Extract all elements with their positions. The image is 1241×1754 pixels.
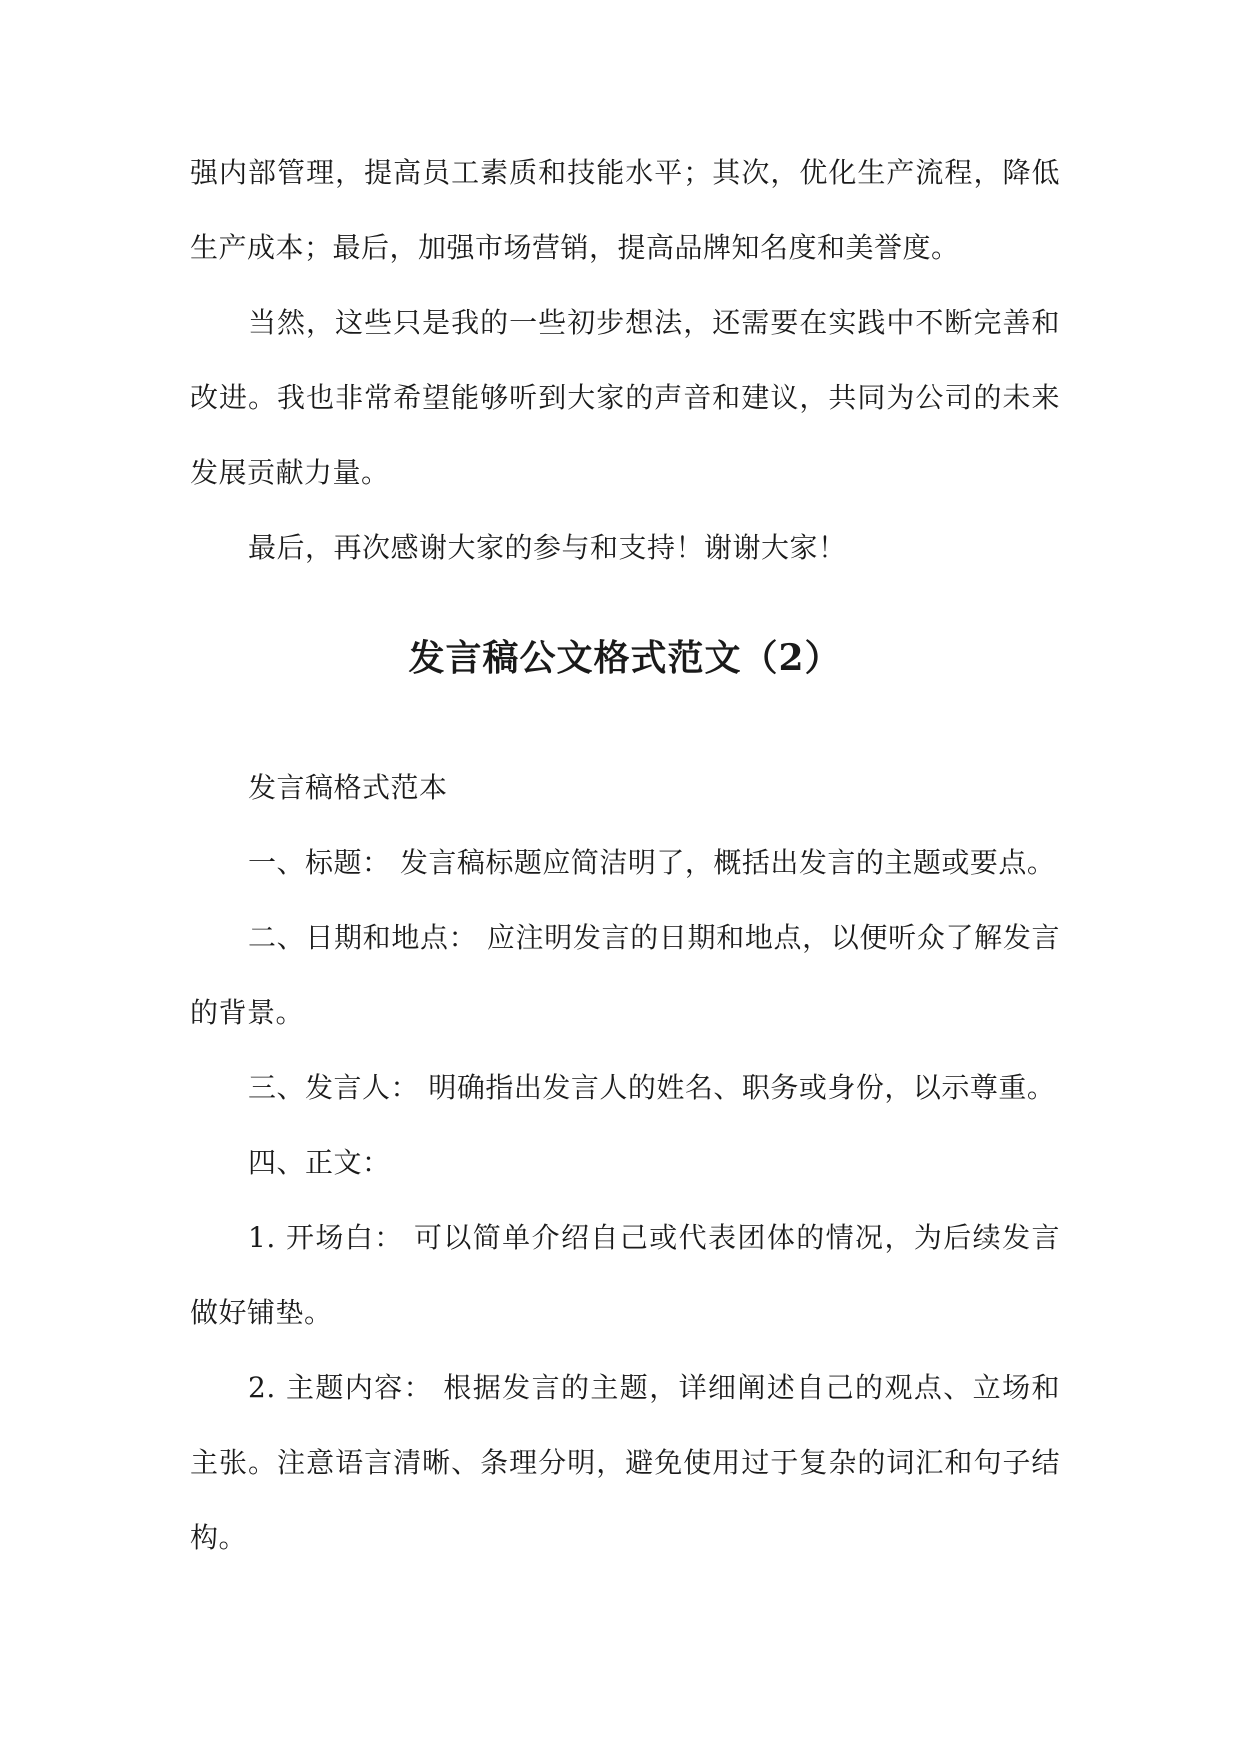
paragraph-item-main-content: 2. 主题内容： 根据发言的主题，详细阐述自己的观点、立场和主张。注意语言清晰、条理分明，避免使用过于复杂的词汇和句子结构。 (190, 1371, 1060, 1554)
paragraph-item-body: 四、正文： (248, 1146, 391, 1179)
paragraph-thanks: 最后，再次感谢大家的参与和支持！谢谢大家！ (248, 531, 847, 564)
top-text-block (190, 135, 1060, 585)
paragraph-item-title: 一、标题： 发言稿标题应简洁明了，概括出发言的主题或要点。 (248, 846, 1056, 879)
paragraph-item-date-place: 二、日期和地点： 应注明发言的日期和地点，以便听众了解发言的背景。 (190, 921, 1060, 1029)
paragraph-template-title: 发言稿格式范本 (248, 771, 448, 804)
section-text-block (190, 750, 1060, 1575)
paragraph-ideas: 当然，这些只是我的一些初步想法，还需要在实践中不断完善和改进。我也非常希望能够听到大家的声音和建议，共同为公司的未来发展贡献力量。 (190, 306, 1060, 489)
section-title: 发言稿公文格式范文（2） (408, 637, 842, 679)
paragraph-continued: 强内部管理，提高员工素质和技能水平；其次，优化生产流程，降低生产成本；最后，加强市场营销，提高品牌知名度和美誉度。 (190, 156, 1060, 264)
paragraph-item-speaker: 三、发言人： 明确指出发言人的姓名、职务或身份，以示尊重。 (248, 1071, 1056, 1104)
paragraph-item-opening: 1. 开场白： 可以简单介绍自己或代表团体的情况，为后续发言做好铺垫。 (190, 1221, 1060, 1329)
